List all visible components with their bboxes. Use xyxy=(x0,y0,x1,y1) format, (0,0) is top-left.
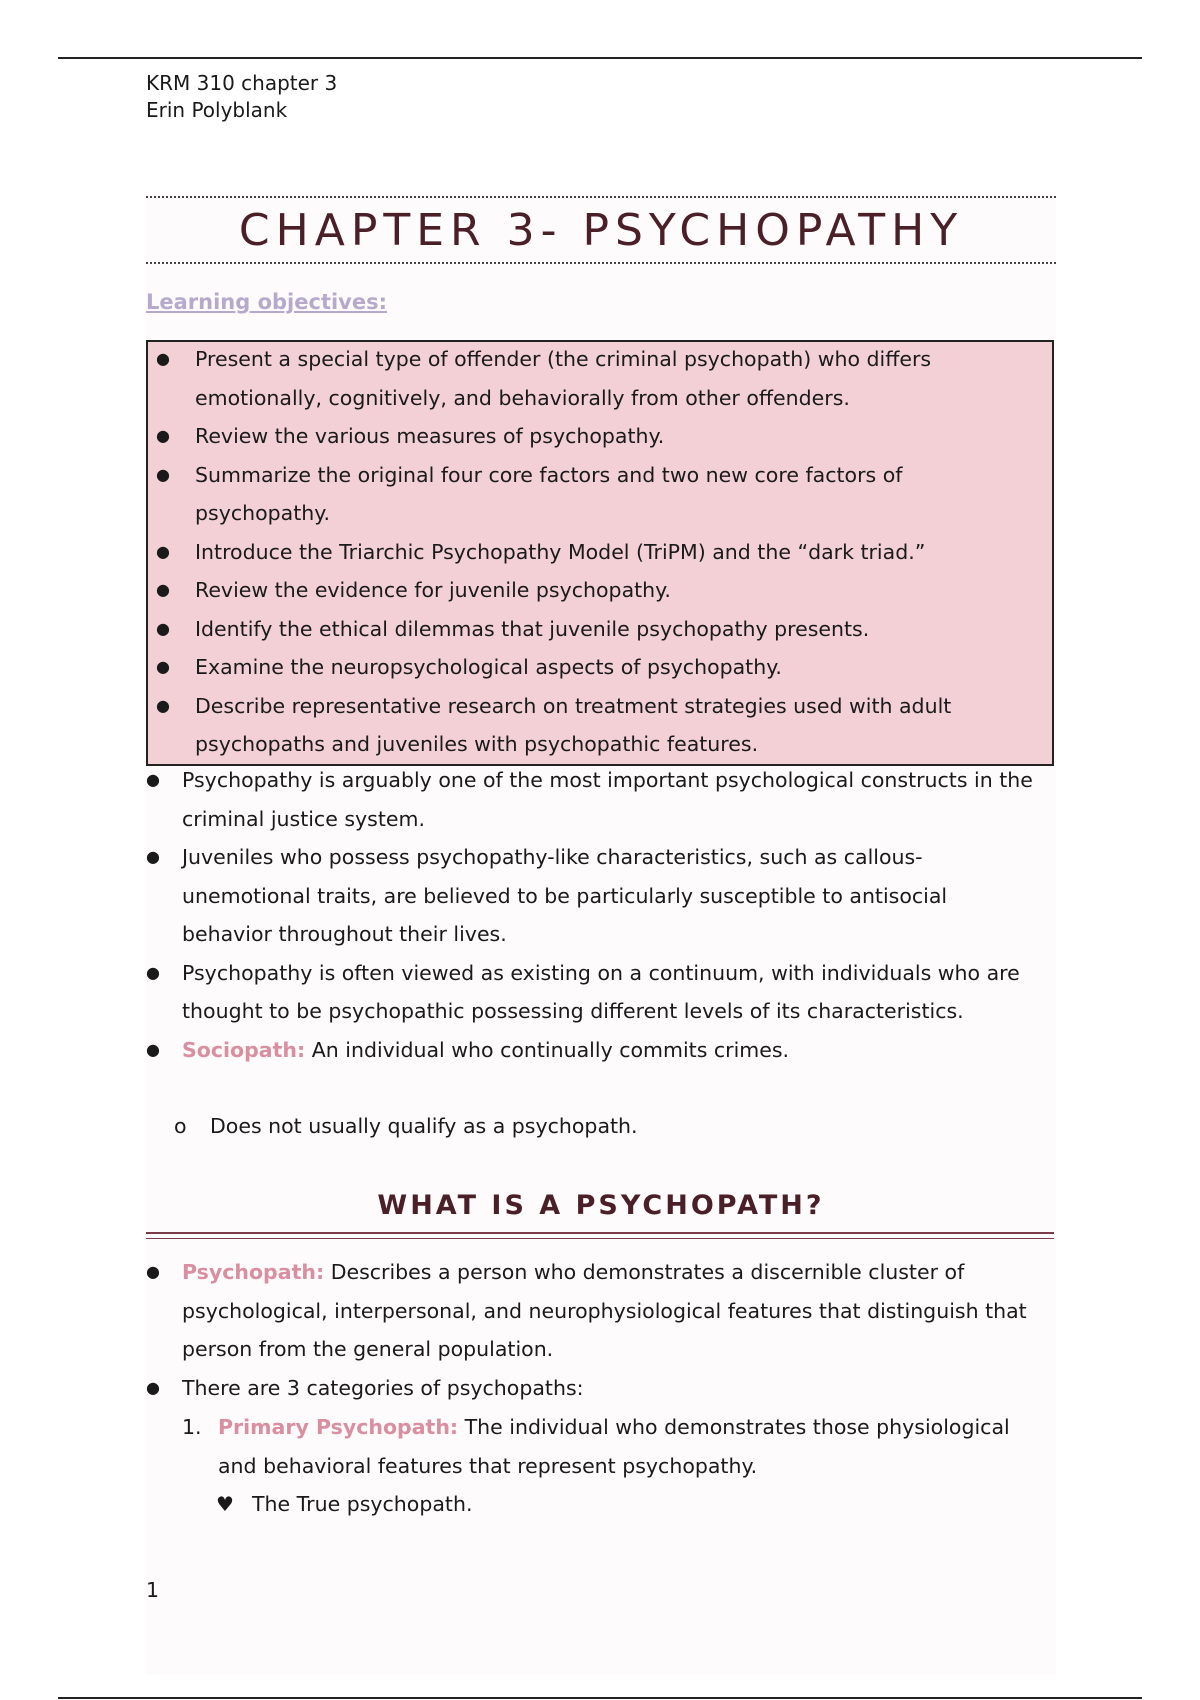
bullet-icon: ● xyxy=(146,1262,160,1281)
bullet-icon: ● xyxy=(156,657,170,676)
list-item-text: Present a special type of offender (the criminal psychopath) who differs emotionally, cognitively, and behaviorally from other offenders. xyxy=(195,347,932,410)
bullet-icon: ● xyxy=(146,1377,160,1397)
list-item-text: Summarize the original four core factors and two new core factors of psychopathy. xyxy=(195,462,903,525)
numbered-item xyxy=(182,1408,1042,1485)
bullet-icon: ● xyxy=(146,770,160,789)
list-item xyxy=(146,838,1056,954)
sociopath-sub-item xyxy=(174,1107,638,1145)
bullet-icon: ● xyxy=(156,541,170,561)
sociopath-definition: An individual who continually commits crimes. xyxy=(305,1037,790,1062)
list-item xyxy=(148,456,1052,533)
sub-bullet-icon: o xyxy=(174,1114,187,1138)
list-item xyxy=(148,417,1052,456)
psychopath-definition: Describes a person who demonstrates a discernible cluster of psychological, interpersonal, and neurophysiological features that distinguish that person from the general population. xyxy=(182,1260,1027,1361)
categories-text: There are 3 categories of psychopaths: xyxy=(182,1375,584,1400)
list-item-text: Review the various measures of psychopathy. xyxy=(195,424,665,448)
page-top-rule xyxy=(58,57,1142,59)
list-item xyxy=(148,648,1052,687)
bullet-icon: ● xyxy=(156,580,170,599)
list-item-text: Review the evidence for juvenile psychopathy. xyxy=(195,578,671,602)
list-item xyxy=(146,1253,1056,1369)
section-divider xyxy=(146,1232,1054,1239)
bullet-icon: ● xyxy=(156,695,170,715)
list-item xyxy=(148,571,1052,610)
list-item xyxy=(146,954,1056,1031)
title-box xyxy=(146,196,1056,264)
list-item xyxy=(146,761,1056,838)
psychopath-bullet-list xyxy=(146,1253,1056,1407)
primary-psychopath-term: Primary Psychopath: xyxy=(218,1415,459,1439)
psychopath-term: Psychopath: xyxy=(182,1260,325,1284)
list-item xyxy=(148,687,1052,764)
heart-item-text: The True psychopath. xyxy=(252,1492,473,1516)
sociopath-term: Sociopath: xyxy=(182,1037,306,1062)
bullet-icon: ● xyxy=(146,1039,160,1059)
list-item-text: Juveniles who possess psychopathy-like characteristics, such as callous-unemotional traits, are believed to be particularly susceptible to antisocial behavior throughout their lives. xyxy=(182,845,948,946)
sub-item-text: Does not usually qualify as a psychopath. xyxy=(210,1114,638,1138)
list-item xyxy=(146,1031,1056,1070)
learning-objectives-box xyxy=(146,340,1054,766)
heart-icon: ♥ xyxy=(216,1492,234,1516)
list-item-text: Describe representative research on treatment strategies used with adult psychopaths and juveniles with psychopathic features. xyxy=(195,693,952,756)
item-number: 1. xyxy=(182,1415,202,1439)
header-author: Erin Polyblank xyxy=(146,98,288,122)
header-course: KRM 310 chapter 3 xyxy=(146,71,338,95)
primary-psychopath-definition: The individual who demonstrates those physiological and behavioral features that represent psychopathy. xyxy=(218,1415,1010,1478)
bullet-icon: ● xyxy=(156,349,170,368)
page-bottom-rule xyxy=(58,1697,1142,1699)
heart-sub-item xyxy=(216,1485,472,1523)
page-number: 1 xyxy=(146,1578,160,1602)
list-item xyxy=(148,533,1052,572)
bullet-icon: ● xyxy=(156,464,170,484)
learning-objectives-list xyxy=(148,340,1052,764)
list-item xyxy=(146,1369,1056,1408)
list-item xyxy=(148,340,1052,417)
list-item-text: Identify the ethical dilemmas that juvenile psychopathy presents. xyxy=(195,616,870,641)
page-title: CHAPTER 3- PSYCHOPATHY xyxy=(238,204,964,256)
bullet-icon: ● xyxy=(146,962,160,982)
list-item-text: Examine the neuropsychological aspects of psychopathy. xyxy=(195,655,782,679)
list-item-text: Psychopathy is often viewed as existing on a continuum, with individuals who are thought to be psychopathic possessing different levels of its characteristics. xyxy=(182,960,1020,1023)
bullet-icon: ● xyxy=(146,847,160,866)
document-header xyxy=(146,70,337,124)
list-item-text: Psychopathy is arguably one of the most important psychological constructs in the criminal justice system. xyxy=(182,768,1033,831)
intro-bullet-list xyxy=(146,761,1056,1069)
list-item-text: Introduce the Triarchic Psychopathy Model (TriPM) and the “dark triad.” xyxy=(195,539,926,564)
learning-objectives-heading: Learning objectives: xyxy=(146,290,388,314)
bullet-icon: ● xyxy=(156,618,170,638)
list-item xyxy=(148,610,1052,649)
bullet-icon: ● xyxy=(156,426,170,445)
section-heading: WHAT IS A PSYCHOPATH? xyxy=(377,1190,825,1221)
